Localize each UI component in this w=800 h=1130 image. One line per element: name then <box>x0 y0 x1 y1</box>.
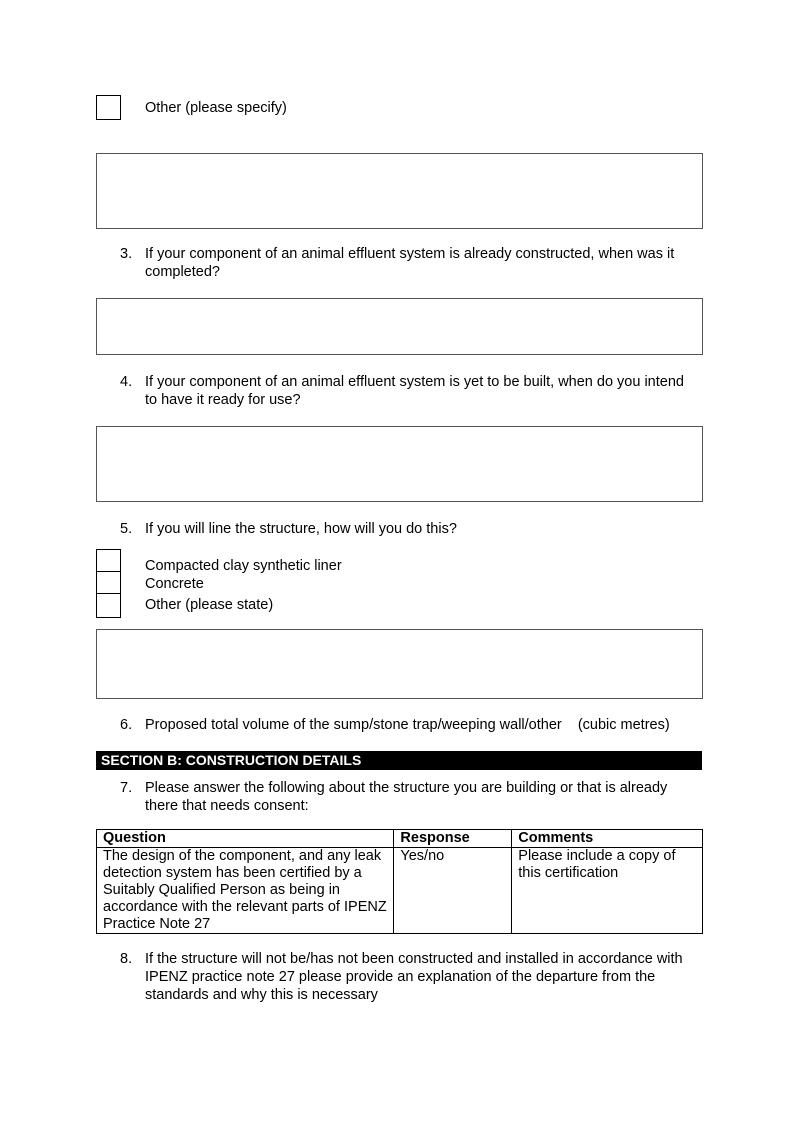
table-row <box>97 848 703 934</box>
question-3-answer-box[interactable] <box>96 298 703 355</box>
liner-option-clay: Compacted clay synthetic liner <box>145 558 342 574</box>
question-3-number: 3. <box>120 246 133 262</box>
other-specify-checkbox[interactable] <box>96 95 121 120</box>
question-7-text: Please answer the following about the structure you are building or that is already there that needs consent: <box>145 780 668 814</box>
liner-option-other: Other (please state) <box>145 597 274 613</box>
row-response[interactable]: Yes/no <box>394 848 512 934</box>
question-5-number: 5. <box>120 521 133 537</box>
liner-clay-checkbox[interactable] <box>96 549 121 572</box>
liner-other-input[interactable] <box>96 629 703 699</box>
question-4-number: 4. <box>120 374 133 390</box>
question-7-number: 7. <box>120 780 133 796</box>
question-5-text: If you will line the structure, how will you do this? <box>145 521 457 537</box>
other-specify-label: Other (please specify) <box>145 100 287 116</box>
question-3-text: If your component of an animal effluent system is already constructed, when was it completed? <box>145 246 675 280</box>
header-question: Question <box>97 830 394 848</box>
liner-other-checkbox[interactable] <box>96 593 121 618</box>
section-b-heading: SECTION B: CONSTRUCTION DETAILS <box>96 751 702 770</box>
row-question: The design of the component, and any leak detection system has been certified by a Suitably Qualified Person as being in accordance with the relevant parts of IPENZ Practice Note 27 <box>97 848 394 934</box>
question-6-text: Proposed total volume of the sump/stone trap/weeping wall/other (cubic metres) <box>145 717 670 733</box>
header-response: Response <box>394 830 512 848</box>
row-comments[interactable]: Please include a copy of this certification <box>512 848 703 934</box>
table-header-row <box>97 830 703 848</box>
liner-concrete-checkbox[interactable] <box>96 571 121 594</box>
question-8-text: If the structure will not be/has not been constructed and installed in accordance with IPENZ practice note 27 please provide an explanation of the departure from the standards and why this is necessary <box>145 951 683 1003</box>
question-4-text: If your component of an animal effluent system is yet to be built, when do you intend to have it ready for use? <box>145 374 684 408</box>
other-specify-input[interactable] <box>96 153 703 229</box>
question-4-answer-box[interactable] <box>96 426 703 502</box>
header-comments: Comments <box>512 830 703 848</box>
certification-table <box>96 829 703 934</box>
question-8-number: 8. <box>120 951 133 967</box>
liner-option-concrete: Concrete <box>145 576 204 592</box>
question-6-number: 6. <box>120 717 133 733</box>
